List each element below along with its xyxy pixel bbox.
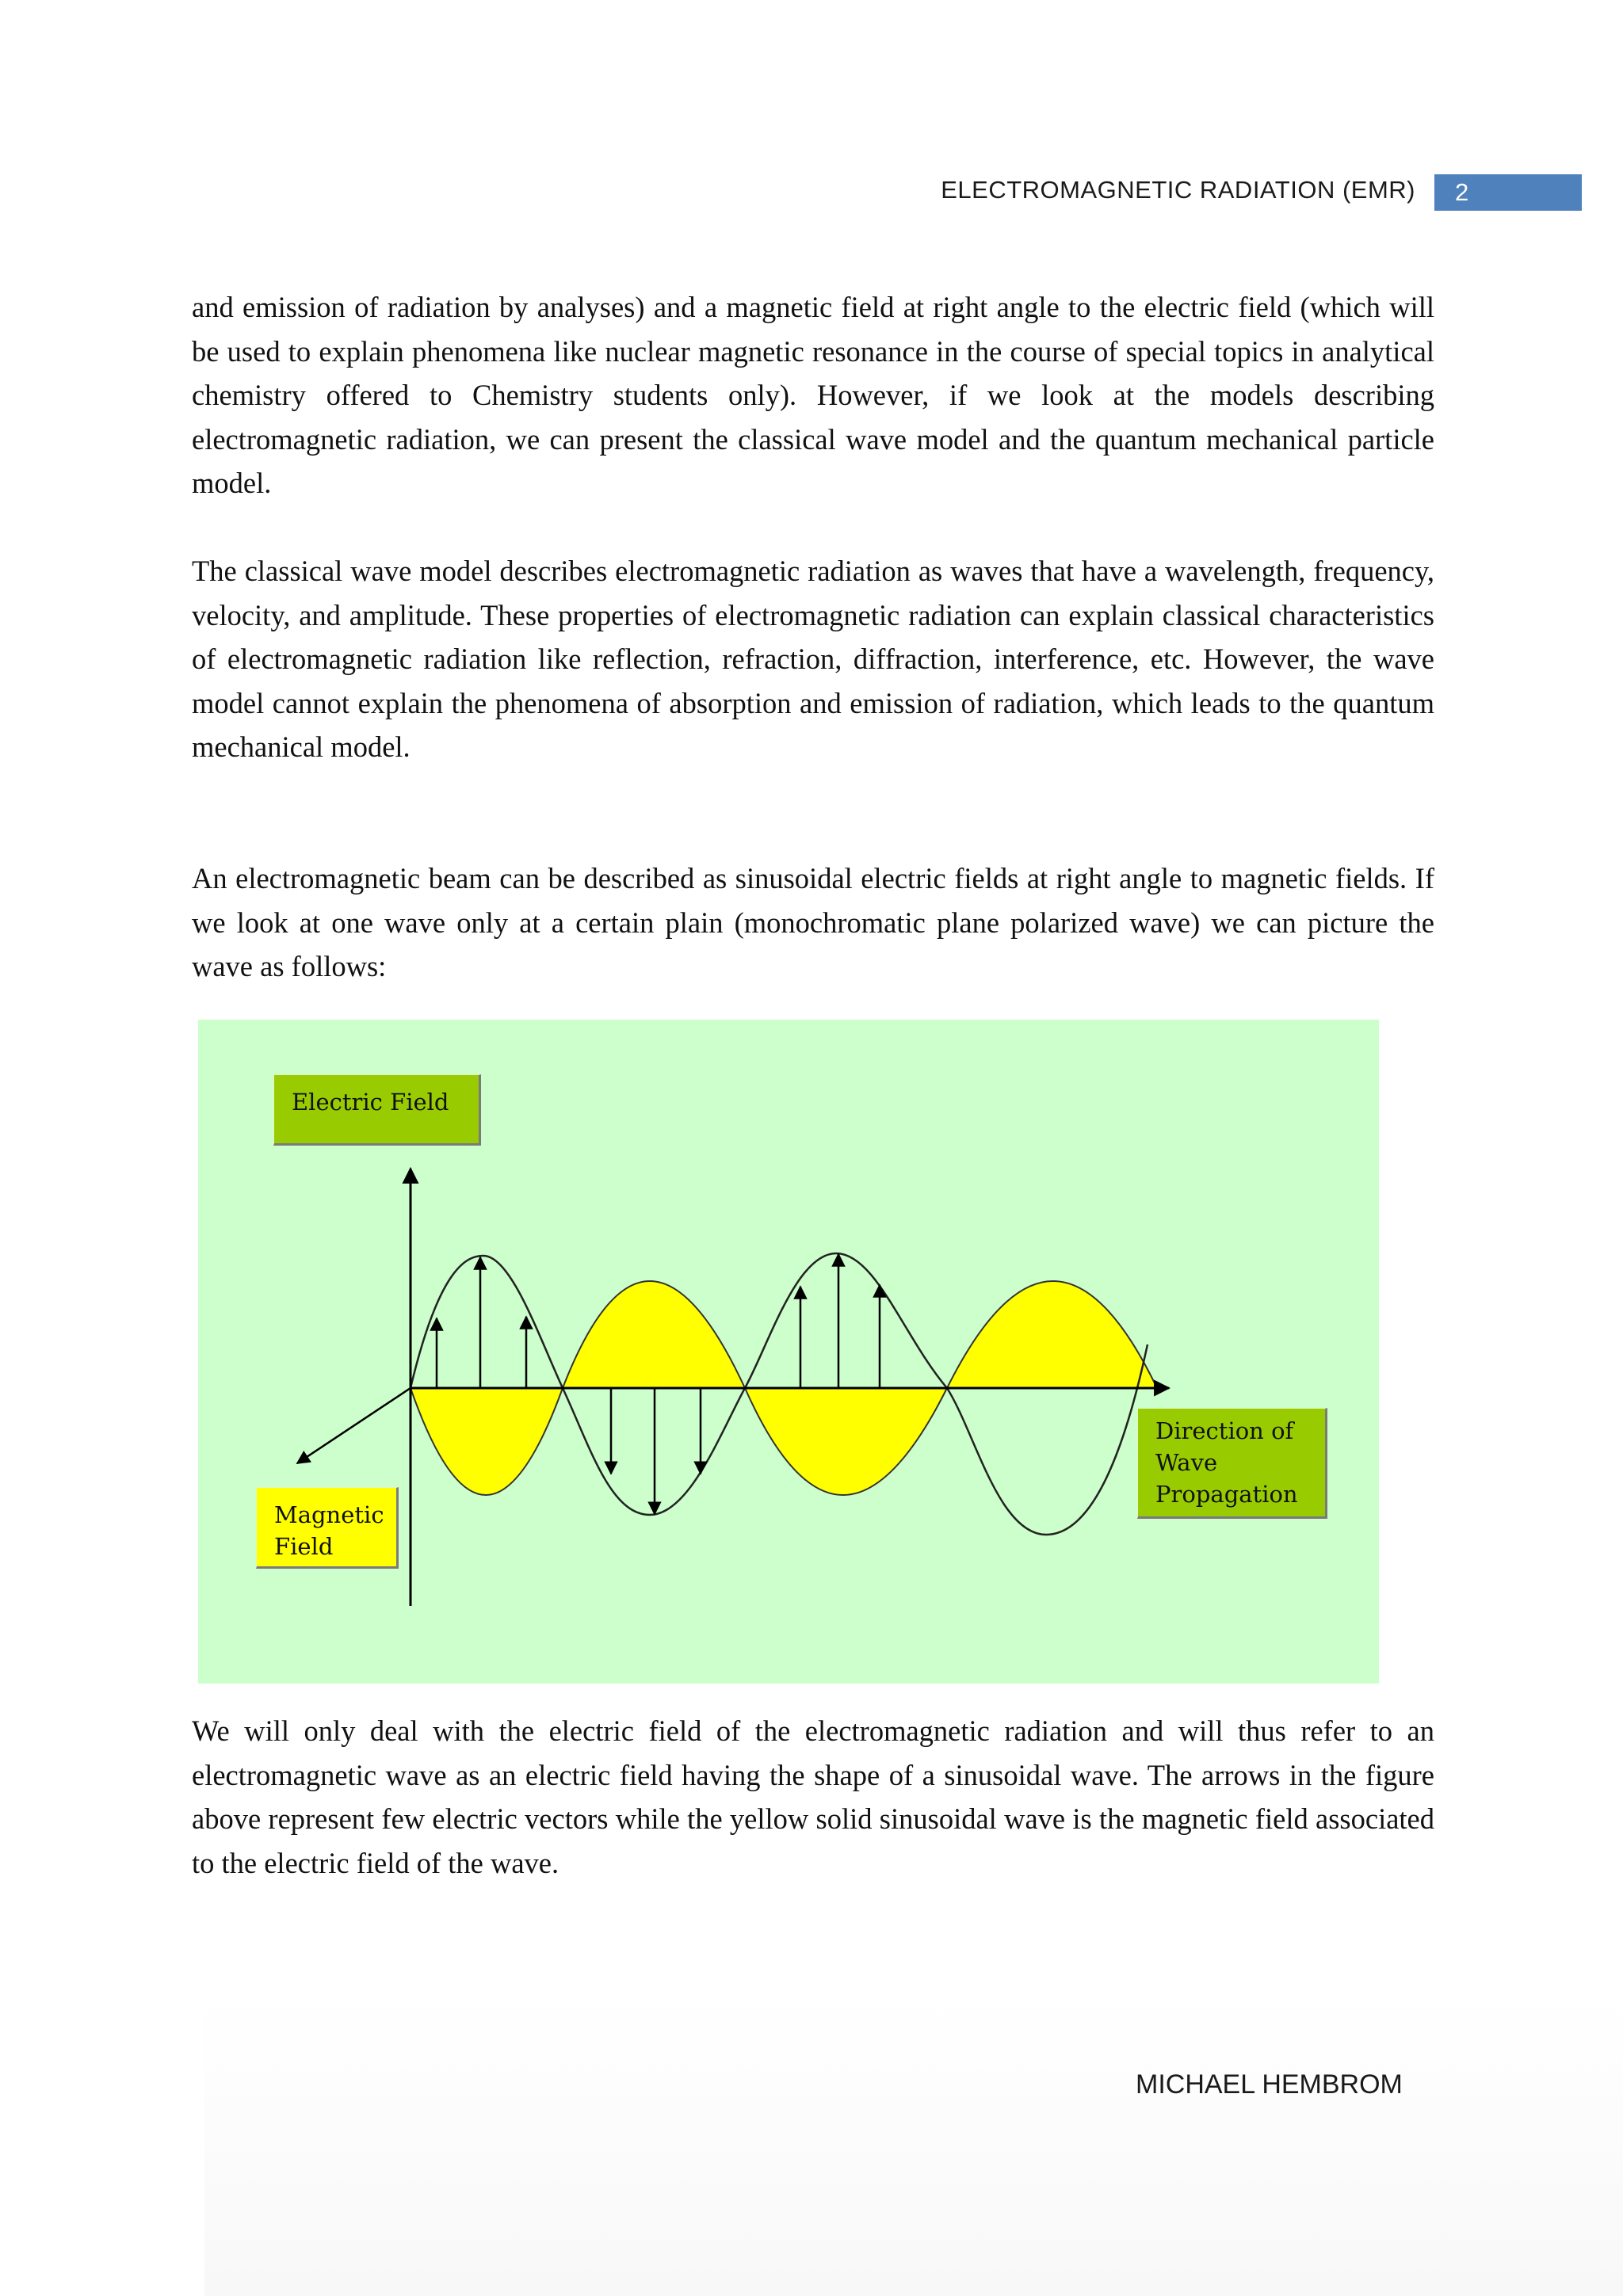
page-lower-shade [204, 1997, 1623, 2296]
propagation-direction-label [1137, 1408, 1327, 1519]
paragraph-4: We will only deal with the electric field of the electromagnetic radiation and will thus refer to an electromagnetic wave as an electric field having the shape of a sinusoidal wave. The arrows in the figure above represent few electric vectors while the yellow solid sinusoidal wave is the magnetic field associated to the electric field of the wave. [192, 1714, 1434, 1879]
magnetic-axis [297, 1388, 411, 1463]
magnetic-field-label [256, 1487, 399, 1569]
running-header-title: ELECTROMAGNETIC RADIATION (EMR) [941, 176, 1415, 204]
em-wave-figure [198, 1020, 1379, 1684]
direction-label-line2: Wave [1155, 1449, 1218, 1476]
direction-label-line1: Direction of [1155, 1417, 1294, 1444]
page-number-badge: 2 [1434, 174, 1582, 211]
electric-field-label [273, 1074, 481, 1146]
paragraph-1: and emission of radiation by analyses) and a magnetic field at right angle to the electric field (which will be used to explain phenomena like nuclear magnetic resonance in the course of special topics in analytical chemistry offered to Chemistry students only). However, if we look at the models describing electromagnetic radiation, we can present the classical wave model and the quantum mechanical particle model. [192, 291, 1434, 499]
direction-label-line3: Propagation [1155, 1481, 1298, 1508]
electric-field-label-text: Electric Field [292, 1089, 449, 1116]
paragraph-2: The classical wave model describes electromagnetic radiation as waves that have a wavelength, frequency, velocity, and amplitude. These properties of electromagnetic radiation can explain classical characteristics of electromagnetic radiation like reflection, refraction, diffraction, interference, etc. However, the wave model cannot explain the phenomena of absorption and emission of radiation, which leads to the quantum mechanical model. [192, 555, 1434, 763]
footer-author: MICHAEL HEMBROM [1136, 2069, 1403, 2100]
paragraph-3: An electromagnetic beam can be described as sinusoidal electric fields at right angle to magnetic fields. If we look at one wave only at a certain plain (monochromatic plane polarized wave) we can picture the wave as follows: [192, 862, 1434, 982]
magnetic-field-label-line1: Magnetic [274, 1501, 384, 1528]
magnetic-field-label-line2: Field [274, 1533, 334, 1560]
